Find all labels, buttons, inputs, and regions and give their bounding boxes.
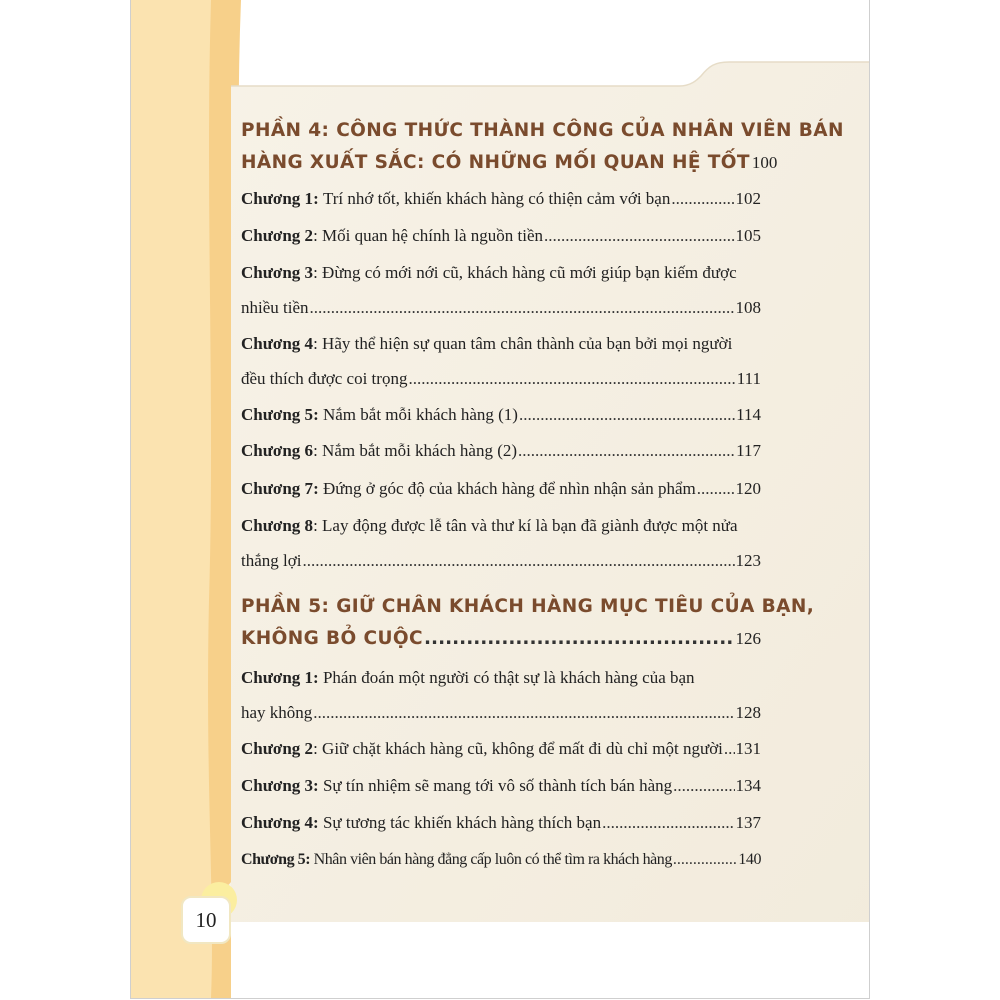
chapter-title: Nắm bắt mỗi khách hàng (1) bbox=[322, 405, 518, 424]
leader-dots bbox=[673, 771, 734, 801]
chapter-page: 117 bbox=[736, 441, 761, 460]
chapter-page: 111 bbox=[736, 369, 761, 388]
leader-dots bbox=[671, 184, 734, 214]
leader-dots bbox=[697, 474, 735, 504]
chapter-title-line-2: đều thích được coi trọng bbox=[241, 369, 408, 388]
chapter-sep: : bbox=[313, 334, 318, 353]
chapter-title-line-1: Phán đoán một người có thật sự là khách hàng của bạn bbox=[322, 668, 695, 687]
chapter-title-line-2: nhiều tiền bbox=[241, 298, 309, 317]
book-page bbox=[130, 0, 870, 999]
chapter-sep: : bbox=[313, 189, 319, 208]
chapter-sep: : bbox=[313, 516, 318, 535]
chapter-sep: : bbox=[313, 479, 319, 498]
page-number-badge: 10 bbox=[181, 896, 231, 944]
chapter-label: Chương 1 bbox=[241, 189, 314, 208]
leader-dots bbox=[310, 293, 735, 323]
chapter-page: 108 bbox=[735, 298, 761, 317]
chapter-title-line-2: hay không bbox=[241, 703, 313, 722]
chapter-title: Sự tín nhiệm sẽ mang tới vô số thành tích bán hàng bbox=[322, 776, 673, 795]
chapter-label: Chương 7 bbox=[241, 479, 314, 498]
leader-dots bbox=[673, 845, 737, 875]
chapter-title: Sự tương tác khiến khách hàng thích bạn bbox=[322, 813, 602, 832]
chapter-page: 114 bbox=[736, 405, 761, 424]
leader-dots bbox=[544, 221, 734, 251]
chapter-label: Chương 2 bbox=[241, 226, 314, 245]
chapter-page: 128 bbox=[735, 703, 761, 722]
chapter-page: 137 bbox=[735, 813, 761, 832]
chapter-label: Chương 8 bbox=[241, 516, 314, 535]
chapter-title-line-1: Lay động được lễ tân và thư kí là bạn đã giành được một nửa bbox=[322, 516, 738, 535]
chapter-page: 123 bbox=[735, 551, 761, 570]
chapter-sep: : bbox=[313, 441, 318, 460]
leader-dots bbox=[408, 364, 735, 394]
chapter-label: Chương 1: bbox=[241, 668, 319, 687]
chapter-label: Chương 3: bbox=[241, 776, 319, 795]
chapter-title-line-2: thắng lợi bbox=[241, 551, 302, 570]
chapter-label: Chương 4: bbox=[241, 813, 319, 832]
chapter-title-line-1: Đừng có mới nới cũ, khách hàng cũ mới giúp bạn kiếm được bbox=[322, 263, 737, 282]
leader-dots bbox=[602, 808, 734, 838]
chapter-page: 131 bbox=[735, 739, 761, 758]
chapter-title: Nhân viên bán hàng đẳng cấp luôn có thể tìm ra khách hàng bbox=[313, 851, 672, 868]
leader-dots bbox=[518, 436, 735, 466]
chapter-title: Mối quan hệ chính là nguồn tiền bbox=[322, 226, 544, 245]
chapter-title: Giữ chặt khách hàng cũ, không để mất đi dù chỉ một người bbox=[322, 739, 723, 758]
chapter-title-line-1: Hãy thể hiện sự quan tâm chân thành của bạn bởi mọi người bbox=[322, 334, 733, 353]
chapter-page: 134 bbox=[735, 776, 761, 795]
chapter-page: 140 bbox=[738, 851, 761, 868]
leader-dots bbox=[424, 624, 734, 654]
chapter-title: Trí nhớ tốt, khiến khách hàng có thiện cảm với bạn bbox=[322, 189, 671, 208]
chapter-label: Chương 2 bbox=[241, 739, 314, 758]
part-5-title-line-1: PHẦN 5: GIỮ CHÂN KHÁCH HÀNG MỤC TIÊU CỦA BẠN, bbox=[241, 596, 815, 617]
chapter-label: Chương 3 bbox=[241, 263, 314, 282]
chapter-page: 102 bbox=[735, 189, 761, 208]
chapter-page: 120 bbox=[735, 479, 761, 498]
leader-dots bbox=[313, 698, 734, 728]
part-5-page: 126 bbox=[735, 629, 761, 648]
leader-dots bbox=[302, 546, 734, 576]
chapter-sep: : bbox=[313, 226, 318, 245]
chapter-title: Đứng ở góc độ của khách hàng để nhìn nhận sản phẩm bbox=[322, 479, 696, 498]
chapter-sep: : bbox=[313, 739, 318, 758]
part-4-page: 100 bbox=[751, 153, 778, 172]
chapter-label: Chương 5: bbox=[241, 851, 311, 868]
part-5-title-line-2: KHÔNG BỎ CUỘC bbox=[241, 628, 424, 649]
chapter-title: Nắm bắt mỗi khách hàng (2) bbox=[322, 441, 518, 460]
chapter-label: Chương 4 bbox=[241, 334, 314, 353]
leader-dots bbox=[519, 400, 735, 430]
leader-dots bbox=[724, 734, 735, 764]
part-4-title-line-1: PHẦN 4: CÔNG THỨC THÀNH CÔNG CỦA NHÂN VIÊN BÁN bbox=[241, 120, 844, 141]
chapter-page: 105 bbox=[735, 226, 761, 245]
chapter-sep: : bbox=[313, 405, 319, 424]
part-4-title-line-2: HÀNG XUẤT SẮC: CÓ NHỮNG MỐI QUAN HỆ TỐT bbox=[241, 152, 750, 173]
chapter-label: Chương 6 bbox=[241, 441, 314, 460]
chapter-sep: : bbox=[313, 263, 318, 282]
chapter-label: Chương 5 bbox=[241, 405, 314, 424]
